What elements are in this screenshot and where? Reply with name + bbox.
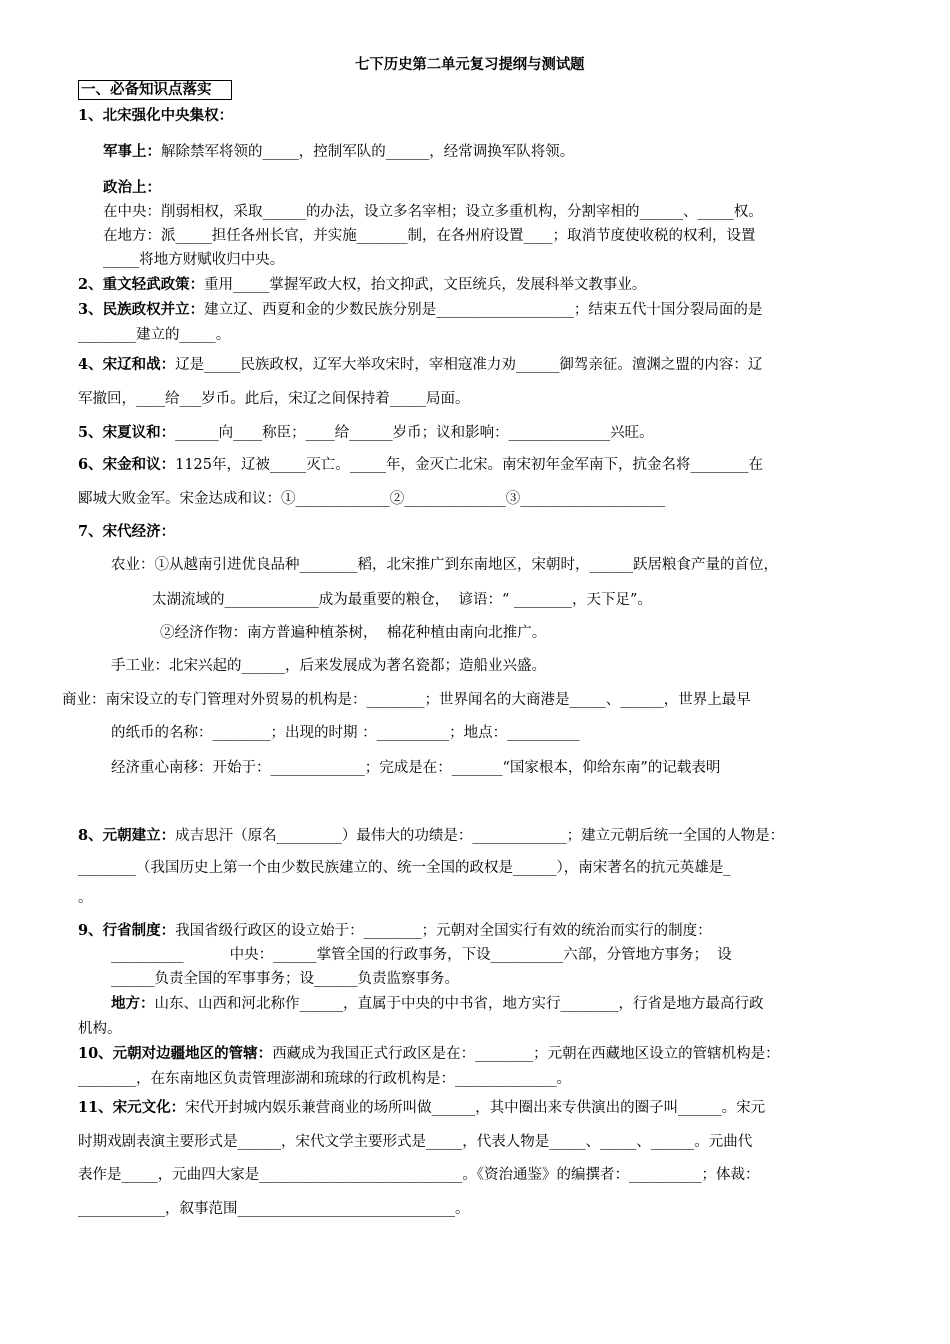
text: 1125年，辽被_____灭亡。_____年，金灭亡北宋。南宋初年金军南下，抗金名将________在 — [175, 457, 763, 473]
item-9-central-cont: ______负责全国的军事事务；设______负责监察事务。 — [111, 971, 459, 987]
label: 3、民族政权并立： — [78, 301, 205, 318]
item-3 — [78, 300, 762, 320]
item-9-end: 机构。 — [78, 1021, 122, 1037]
item-7-cash-crops: ②经济作物：南方普遍种植茶树， 棉花种植由南向北推广。 — [160, 625, 547, 641]
text: 宋代开封城内娱乐兼营商业的场所叫做______，其中圈出来专供演出的圈子叫______。宋元 — [185, 1100, 766, 1116]
item-9-local — [111, 994, 764, 1014]
item-8-cont: ________（我国历史上第一个由少数民族建立的、统一全国的政权是______），南宋著名的抗元英雄是_ — [78, 860, 731, 876]
item-11-cont2: 表作是_____，元曲四大家是____________________________。《资治通鉴》的编撰者：__________；体裁： — [78, 1167, 760, 1183]
text: 西藏成为我国正式行政区是在：________；元朝在西藏地区设立的管辖机构是： — [272, 1046, 780, 1062]
item-7-agriculture: 农业：①从越南引进优良品种________稻，北宋推广到东南地区，宋朝时，______跃居粮食产量的首位， — [111, 557, 778, 573]
label: 10、元朝对边疆地区的管辖： — [78, 1045, 273, 1062]
item-1-local: 在地方：派_____担任各州长官，并实施_______制，在各州府设置____；取消节度使收税的权利，设置 — [103, 228, 756, 244]
item-1-military — [103, 142, 574, 162]
item-6-cont: 郾城大败金军。宋金达成和议：①_____________②______________③____________________ — [78, 491, 666, 507]
label: 11、宋元文化： — [78, 1099, 186, 1116]
item-1-heading: 1、北宋强化中央集权： — [78, 107, 234, 124]
label: 4、宋辽和战： — [78, 356, 176, 373]
text: 建立辽、西夏和金的少数民族分别是___________________；结束五代十国分裂局面的是 — [204, 302, 763, 318]
item-8 — [78, 826, 784, 846]
label: 军事上： — [103, 143, 161, 160]
item-1-central: 在中央：削弱相权，采取______的办法，设立多名宰相；设立多重机构，分割宰相的______、_____权。 — [103, 204, 763, 220]
item-11-cont1: 时期戏剧表演主要形式是______，宋代文学主要形式是_____，代表人物是_____、_____、______。元曲代 — [78, 1134, 753, 1150]
item-7-agriculture-cont: 太湖流域的_____________成为最重要的粮仓， 谚语：“ ________，天下足”。 — [152, 592, 652, 608]
item-3-cont: ________建立的_____。 — [78, 327, 231, 343]
text: 成吉思汗（原名_________）最伟大的功绩是：_____________；建立元朝后统一全国的人物是： — [175, 828, 785, 844]
label: 6、宋金和议： — [78, 456, 176, 473]
item-10 — [78, 1044, 780, 1064]
item-2 — [78, 275, 646, 295]
text: ______向____称臣；____给______岁币；议和影响：______________兴旺。 — [175, 425, 654, 441]
item-6 — [78, 455, 763, 475]
label: 9、行省制度： — [78, 922, 176, 939]
item-11 — [78, 1098, 765, 1118]
item-10-cont: ________，在东南地区负责管理澎湖和琉球的行政机构是：______________。 — [78, 1071, 571, 1087]
item-9 — [78, 921, 712, 941]
item-11-cont3: ____________，叙事范围______________________________。 — [78, 1201, 470, 1217]
label: 地方： — [111, 995, 155, 1012]
item-5 — [78, 423, 654, 443]
item-4 — [78, 355, 762, 375]
text: 解除禁军将领的_____，控制军队的______，经常调换军队将领。 — [161, 144, 575, 160]
item-8-end: 。 — [78, 890, 93, 906]
text: 重用_____掌握军政大权，抬文抑武，文臣统兵，发展科举文教事业。 — [204, 277, 647, 293]
text: 辽是_____民族政权，辽军大举攻宋时，宰相寇准力劝______御驾亲征。澶渊之盟的内容：辽 — [175, 357, 763, 373]
label: 2、重文轻武政策： — [78, 276, 205, 293]
text: 我国省级行政区的设立始于：________；元朝对全国实行有效的统治而实行的制度： — [175, 923, 712, 939]
item-1-politics-label: 政治上： — [103, 179, 161, 196]
item-7-commerce: 商业：南宋设立的专门管理对外贸易的机构是：________；世界闻名的大商港是_____、______，世界上最早 — [62, 692, 751, 708]
item-7-handicraft: 手工业：北宋兴起的______，后来发展成为著名瓷都；造船业兴盛。 — [111, 658, 546, 674]
document-title: 七下历史第二单元复习提纲与测试题 — [355, 56, 585, 73]
item-4-cont: 军撤回，____给___岁币。此后，宋辽之间保持着_____局面。 — [78, 391, 470, 407]
label: 5、宋夏议和： — [78, 424, 176, 441]
text: 山东、山西和河北称作______，直属于中央的中书省，地方实行________，行省是地方最高行政 — [154, 996, 764, 1012]
item-7-economic-shift: 经济重心南移：开始于：_____________；完成是在：_______“国家根本，仰给东南”的记载表明 — [111, 760, 721, 776]
section-heading: 一、必备知识点落实 — [78, 80, 232, 100]
item-7-heading: 7、宋代经济： — [78, 523, 176, 540]
label: 8、元朝建立： — [78, 827, 176, 844]
item-9-central: __________ 中央：______掌管全国的行政事务，下设__________六部，分管地方事务； 设 — [111, 947, 732, 963]
item-1-local-cont: _____将地方财赋收归中央。 — [103, 252, 285, 268]
item-7-commerce-cont: 的纸币的名称：________；出现的时期 ：__________；地点：__________ — [111, 725, 580, 741]
